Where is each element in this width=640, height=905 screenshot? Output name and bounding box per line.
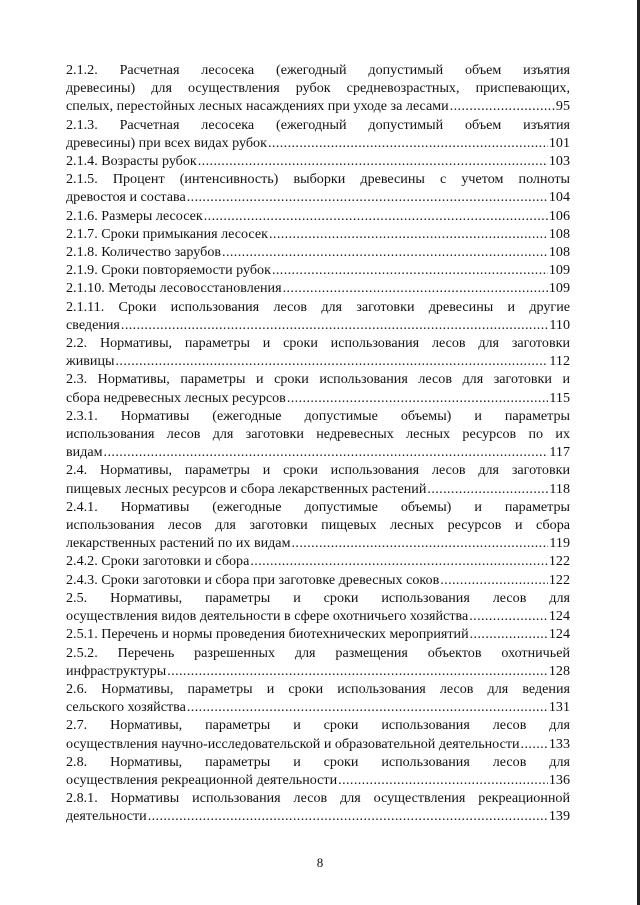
toc-entry-title: видам	[66, 444, 103, 461]
dot-leader	[167, 662, 548, 680]
toc-page-number: 115	[549, 389, 570, 406]
toc-entry-last-line	[66, 625, 570, 643]
toc-entry-title: 2.1.10. Методы лесовосстановления	[66, 280, 282, 297]
toc-entry-line: 2.1.2. Расчетная лесосека (ежегодный допустимый объем изъятия	[66, 62, 570, 78]
toc-page-number: 109	[548, 280, 570, 297]
toc-entry-title: 2.4.2. Сроки заготовки и сбора	[66, 553, 250, 570]
toc-entry-line: 2.1.11. Сроки использования лесов для заготовки древесины и другие	[66, 298, 570, 315]
dot-leader	[148, 807, 548, 825]
dot-leader	[104, 443, 549, 461]
dot-leader	[268, 134, 548, 152]
toc-page-number: 122	[548, 553, 570, 570]
toc-entry-last-line	[66, 316, 570, 334]
toc-entry-title: 2.1.8. Количество зарубов	[66, 244, 222, 261]
toc-entry-title: осуществления видов деятельности в сфере охотничьего хозяйства	[66, 608, 469, 625]
toc-entry-title: 2.5.1. Перечень и нормы проведения биотехнических мероприятий	[66, 626, 469, 643]
toc-entry-title: сбора недревесных лесных ресурсов	[66, 389, 286, 406]
toc-page-number: 131	[548, 699, 570, 716]
toc-entry-last-line	[66, 261, 570, 279]
toc-entry-line: использования лесов для заготовки пищевых лесных ресурсов и сбора	[66, 517, 570, 534]
toc-entry-title: пищевых лесных ресурсов и сбора лекарственных растений	[66, 480, 427, 497]
toc-entry-last-line	[66, 152, 570, 170]
toc-entry-line: 2.8.1. Нормативы использования лесов для осуществления рекреационной	[66, 790, 570, 807]
toc-entry[interactable]	[66, 207, 570, 225]
toc-entry[interactable]	[66, 552, 570, 570]
dot-leader	[198, 152, 548, 170]
toc-entry-title: осуществления рекреационной деятельности	[66, 771, 338, 788]
toc-entry-title: инфраструктуры	[66, 662, 167, 679]
dot-leader	[283, 279, 548, 297]
toc-page-number: 118	[549, 480, 570, 497]
toc-entry-title: живицы	[66, 353, 115, 370]
toc-entry[interactable]	[66, 680, 570, 716]
toc-entry[interactable]	[66, 789, 570, 825]
toc-page-number: 104	[548, 189, 570, 206]
toc-entry-title: осуществления научно-исследовательской и образовательной деятельности	[66, 735, 520, 752]
toc-page-number: 108	[548, 244, 570, 261]
toc-entry-last-line	[66, 134, 570, 152]
dot-leader	[272, 261, 548, 279]
toc-entry[interactable]	[66, 225, 570, 243]
toc-entry-line: 2.3.1. Нормативы (ежегодные допустимые объемы) и параметры	[66, 407, 570, 424]
toc-entry-last-line	[66, 552, 570, 570]
toc-entry-last-line	[66, 807, 570, 825]
dot-leader	[204, 207, 548, 225]
dot-leader	[427, 480, 548, 498]
toc-entry[interactable]	[66, 243, 570, 261]
toc-entry-last-line	[66, 243, 570, 261]
dot-leader	[440, 571, 548, 589]
dot-leader	[469, 607, 548, 625]
toc-page-number: 136	[548, 771, 570, 788]
toc-entry-last-line	[66, 443, 570, 461]
toc-entry-title: лекарственных растений по их видам	[66, 535, 291, 552]
dot-leader	[287, 389, 549, 407]
toc-entry[interactable]	[66, 334, 570, 370]
toc-entry-last-line	[66, 207, 570, 225]
toc-entry-last-line	[66, 735, 570, 753]
toc-page-number: 117	[549, 444, 570, 461]
toc-entry-line: 2.3. Нормативы, параметры и сроки использования лесов для заготовки и	[66, 371, 570, 388]
toc-entry-last-line	[66, 534, 570, 552]
toc-page-number: 124	[548, 608, 570, 625]
toc-entry-title: древесины) при всех видах рубок	[66, 134, 267, 151]
toc-entry-last-line	[66, 662, 570, 680]
toc-entry[interactable]	[66, 407, 570, 462]
toc-page-number: 108	[548, 225, 570, 242]
toc-entry-title: 2.4.3. Сроки заготовки и сбора при заготовке древесных соков	[66, 571, 440, 588]
toc-entry-line: 2.1.5. Процент (интенсивность) выборки древесины с учетом полноты	[66, 171, 570, 188]
dot-leader	[187, 188, 548, 206]
toc-page-number: 122	[548, 571, 570, 588]
toc-entry-title: деятельности	[66, 808, 147, 825]
toc-entry-line: 2.6. Нормативы, параметры и сроки использования лесов для ведения	[66, 680, 570, 697]
toc-entry[interactable]	[66, 170, 570, 206]
toc-entry[interactable]	[66, 370, 570, 406]
toc-entry[interactable]	[66, 279, 570, 297]
toc-entry-last-line	[66, 352, 570, 370]
toc-entry-last-line	[66, 188, 570, 206]
dot-leader	[187, 698, 548, 716]
toc-entry[interactable]	[66, 625, 570, 643]
dot-leader	[521, 735, 548, 753]
dot-leader	[291, 534, 548, 552]
toc-entry-line: 2.1.3. Расчетная лесосека (ежегодный допустимый объем изъятия	[66, 116, 570, 133]
toc-entry-line: 2.5.2. Перечень разрешенных для размещения объектов охотничьей	[66, 644, 570, 661]
toc-entry-line: 2.2. Нормативы, параметры и сроки использования лесов для заготовки	[66, 335, 570, 352]
toc-page-number: 133	[548, 735, 570, 752]
toc-entry-line: древесины) для осуществления рубок средневозрастных, приспевающих,	[66, 80, 570, 97]
toc-entry-last-line	[66, 607, 570, 625]
toc-page-number: 124	[548, 626, 570, 643]
toc-entry-title: 2.1.6. Размеры лесосек	[66, 207, 203, 224]
toc-entry[interactable]	[66, 152, 570, 170]
toc-entry-last-line	[66, 97, 570, 115]
toc-entry-line: 2.8. Нормативы, параметры и сроки использования лесов для	[66, 753, 570, 770]
dot-leader	[121, 316, 548, 334]
table-of-contents	[66, 61, 570, 826]
toc-entry-last-line	[66, 225, 570, 243]
toc-entry-last-line	[66, 389, 570, 407]
toc-entry-line: 2.4.1. Нормативы (ежегодные допустимые объемы) и параметры	[66, 498, 570, 515]
toc-page-number: 101	[548, 134, 570, 151]
toc-entry-last-line	[66, 480, 570, 498]
toc-entry[interactable]	[66, 716, 570, 752]
toc-entry[interactable]	[66, 589, 570, 625]
toc-entry-title: древостоя и состава	[66, 189, 186, 206]
toc-entry-title: сельского хозяйства	[66, 699, 186, 716]
toc-page-number: 103	[548, 153, 570, 170]
toc-entry[interactable]	[66, 644, 570, 680]
dot-leader	[269, 225, 548, 243]
toc-entry-title: сведения	[66, 316, 120, 333]
toc-entry[interactable]	[66, 61, 570, 116]
toc-entry-title: спелых, перестойных лесных насаждениях при уходе за лесами	[66, 98, 449, 115]
toc-entry-title: 2.1.9. Сроки повторяемости рубок	[66, 262, 271, 279]
toc-entry-last-line	[66, 771, 570, 789]
toc-entry[interactable]	[66, 298, 570, 334]
dot-leader	[250, 552, 548, 570]
toc-entry-last-line	[66, 571, 570, 589]
toc-entry-line: 2.5. Нормативы, параметры и сроки использования лесов для	[66, 589, 570, 606]
toc-page-number: 119	[549, 535, 570, 552]
toc-entry-last-line	[66, 698, 570, 716]
toc-entry[interactable]	[66, 261, 570, 279]
toc-entry-title: 2.1.4. Возрасты рубок	[66, 153, 197, 170]
dot-leader	[470, 625, 548, 643]
toc-entry[interactable]	[66, 571, 570, 589]
dot-leader	[222, 243, 548, 261]
toc-entry-line: использования лесов для заготовки недревесных лесных ресурсов по их	[66, 426, 570, 443]
toc-page-number: 139	[548, 808, 570, 825]
dot-leader	[450, 97, 555, 115]
dot-leader	[116, 352, 549, 370]
page-number: 8	[316, 855, 324, 870]
toc-entry-last-line	[66, 279, 570, 297]
toc-entry[interactable]	[66, 753, 570, 789]
toc-page-number: 112	[549, 353, 570, 370]
toc-entry[interactable]	[66, 461, 570, 497]
toc-page-number: 128	[548, 662, 570, 679]
toc-page-number: 109	[548, 262, 570, 279]
toc-entry-title: 2.1.7. Сроки примыкания лесосек	[66, 225, 268, 242]
toc-entry-line: 2.4. Нормативы, параметры и сроки использования лесов для заготовки	[66, 462, 570, 479]
toc-entry-line: 2.7. Нормативы, параметры и сроки использования лесов для	[66, 717, 570, 734]
toc-page-number: 95	[555, 98, 570, 115]
toc-page-number: 110	[549, 316, 570, 333]
dot-leader	[338, 771, 548, 789]
toc-entry[interactable]	[66, 116, 570, 152]
toc-entry[interactable]	[66, 498, 570, 553]
toc-page-number: 106	[548, 207, 570, 224]
